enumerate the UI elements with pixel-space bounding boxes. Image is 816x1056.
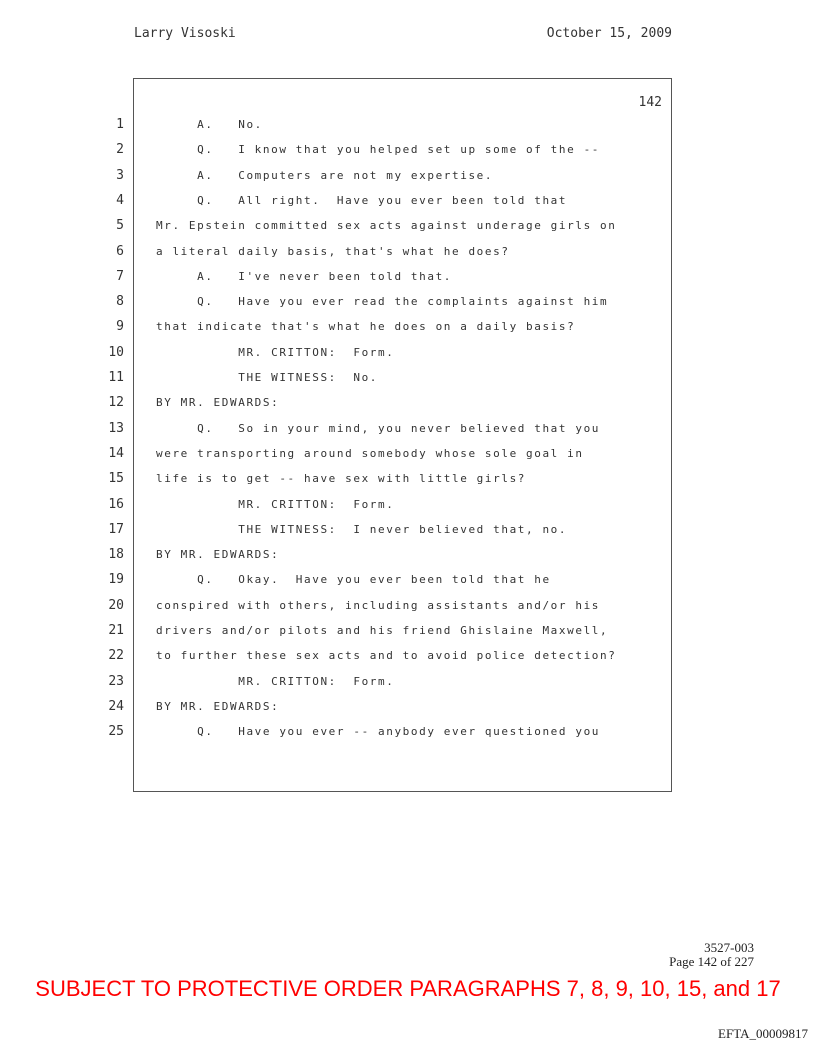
transcript-line: drivers and/or pilots and his friend Ghislaine Maxwell, — [156, 624, 609, 637]
header-date: October 15, 2009 — [546, 26, 672, 41]
line-number: 6 — [116, 244, 124, 259]
transcript-line: MR. CRITTON: Form. — [156, 498, 395, 511]
bates-number: EFTA_00009817 — [718, 1026, 808, 1041]
transcript-line: MR. CRITTON: Form. — [156, 675, 395, 688]
line-number: 5 — [116, 218, 124, 233]
line-number: 2 — [116, 142, 124, 157]
transcript-line: Q. Have you ever -- anybody ever questioned you — [156, 725, 601, 738]
transcript-line: Q. Have you ever read the complaints against him — [156, 295, 609, 308]
header-witness-name: Larry Visoski — [134, 26, 236, 41]
transcript-line: life is to get -- have sex with little girls? — [156, 472, 527, 485]
footer-page-info — [669, 941, 754, 969]
transcript-line: BY MR. EDWARDS: — [156, 396, 280, 409]
line-number: 14 — [108, 446, 124, 461]
transcript-line: Mr. Epstein committed sex acts against underage girls on — [156, 219, 617, 232]
case-number: 3527-003 — [704, 940, 754, 955]
transcript-line: THE WITNESS: No. — [156, 371, 379, 384]
transcript-page-number: 142 — [638, 95, 662, 110]
line-number: 9 — [116, 319, 124, 334]
transcript-line: BY MR. EDWARDS: — [156, 700, 280, 713]
transcript-line: A. I've never been told that. — [156, 270, 453, 283]
transcript-line: that indicate that's what he does on a daily basis? — [156, 320, 576, 333]
line-number: 19 — [108, 572, 124, 587]
transcript-line: THE WITNESS: I never believed that, no. — [156, 523, 568, 536]
transcript-line: were transporting around somebody whose sole goal in — [156, 447, 584, 460]
transcript-line: Q. All right. Have you ever been told that — [156, 194, 568, 207]
line-number: 17 — [108, 522, 124, 537]
line-number: 4 — [116, 193, 124, 208]
line-number: 21 — [108, 623, 124, 638]
line-number: 22 — [108, 648, 124, 663]
line-number: 10 — [108, 345, 124, 360]
transcript-line: a literal daily basis, that's what he does? — [156, 245, 510, 258]
transcript-line: A. Computers are not my expertise. — [156, 169, 494, 182]
line-number: 1 — [116, 117, 124, 132]
line-number: 25 — [108, 724, 124, 739]
transcript-line: MR. CRITTON: Form. — [156, 346, 395, 359]
transcript-line: BY MR. EDWARDS: — [156, 548, 280, 561]
line-number: 12 — [108, 395, 124, 410]
line-number: 24 — [108, 699, 124, 714]
transcript-line: Q. So in your mind, you never believed that you — [156, 422, 601, 435]
line-number: 23 — [108, 674, 124, 689]
page-of: Page 142 of 227 — [669, 954, 754, 969]
line-number: 13 — [108, 421, 124, 436]
line-number: 3 — [116, 168, 124, 183]
transcript-line: A. No. — [156, 118, 263, 131]
transcript-line: conspired with others, including assistants and/or his — [156, 599, 601, 612]
line-number: 8 — [116, 294, 124, 309]
transcript-line: Q. I know that you helped set up some of the -- — [156, 143, 601, 156]
transcript-line: Q. Okay. Have you ever been told that he — [156, 573, 551, 586]
line-number: 16 — [108, 497, 124, 512]
line-number: 20 — [108, 598, 124, 613]
transcript-line: to further these sex acts and to avoid police detection? — [156, 649, 617, 662]
line-number: 7 — [116, 269, 124, 284]
line-number: 11 — [108, 370, 124, 385]
line-number: 15 — [108, 471, 124, 486]
protective-order-stamp: SUBJECT TO PROTECTIVE ORDER PARAGRAPHS 7, 8, 9, 10, 15, and 17 — [35, 976, 781, 1001]
line-number: 18 — [108, 547, 124, 562]
